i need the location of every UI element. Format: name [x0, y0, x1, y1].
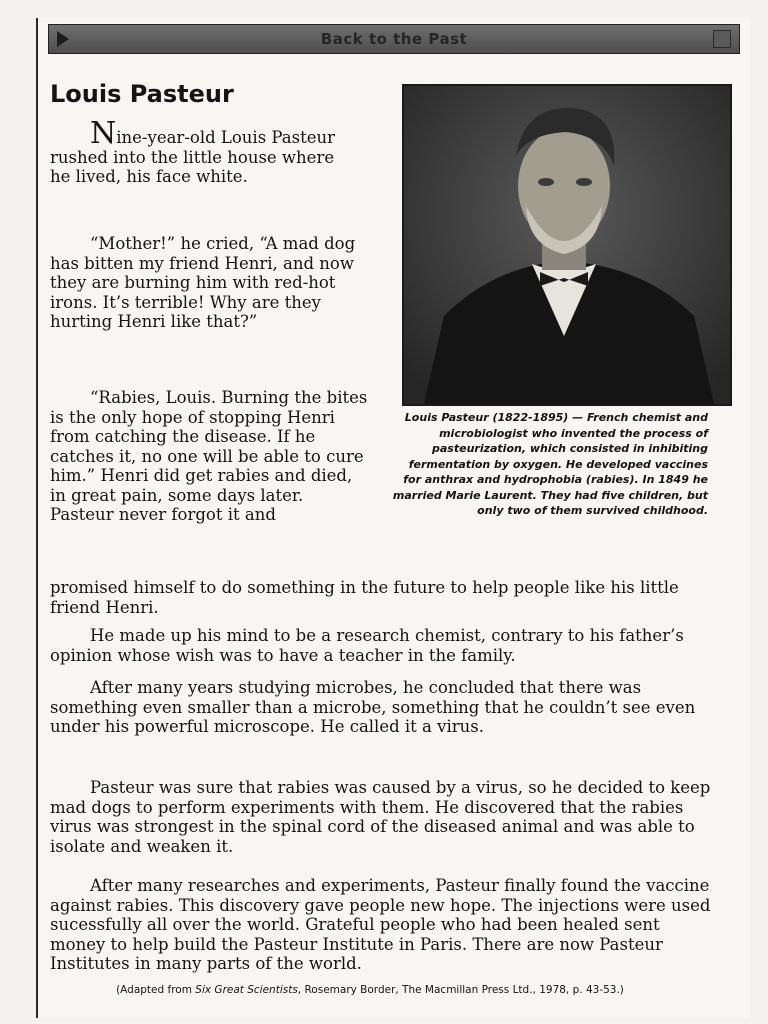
paragraph-7: After many researches and experiments, Pasteur finally found the vaccine against rabies. This discovery gave people new hope. The injections were used sucessfully all over the world. Grateful people who had been healed sent money to help build the Pasteur Institute in Paris. There are now Pasteur Institutes in many parts of the world. — [50, 876, 711, 973]
page — [36, 18, 750, 1018]
triangle-icon — [57, 31, 69, 47]
paragraph-6: Pasteur was sure that rabies was caused by a virus, so he decided to keep mad dogs to perform experiments with them. He discovered that the rabies virus was strongest in the spinal cord of the diseased animal and was able to isolate and weaken it. — [50, 778, 711, 856]
source-book-title: Six Great Scientists — [195, 984, 298, 996]
paragraph-5: After many years studying microbes, he concluded that there was something even smaller than a microbe, something that he couldn’t see even under his powerful microscope. He called it a virus. — [50, 678, 696, 736]
square-icon — [713, 30, 731, 48]
source-citation: (Adapted from Six Great Scientists, Rosemary Border, The Macmillan Press Ltd., 1978, p. 43-53.) — [116, 984, 624, 996]
article-title: Louis Pasteur — [50, 80, 234, 108]
paragraph-2: “Mother!” he cried, “A mad dog has bitten my friend Henri, and now they are burning him with red-hot irons. It’s terrible! Why are they hurting Henri like that?” — [50, 234, 356, 331]
section-banner — [48, 24, 740, 54]
paragraph-3-column: “Rabies, Louis. Burning the bites is the only hope of stopping Henri from catching the disease. If he catches it, no one will be able to cure him.” Henri did get rabies and died, in great pain, some days later. Pasteur never forgot it and — [50, 388, 368, 524]
paragraph-4: He made up his mind to be a research chemist, contrary to his father’s opinion whose wish was to have a teacher in the family. — [50, 626, 684, 665]
portrait-photo — [402, 84, 732, 406]
portrait-image — [404, 86, 730, 404]
paragraph-3-full: promised himself to do something in the future to help people like his little friend Henri. — [50, 578, 679, 617]
paragraph-1: Nine-year-old Louis Pasteur rushed into the little house where he lived, his face white. — [50, 116, 335, 186]
drop-cap: N — [90, 116, 117, 151]
photo-caption: Louis Pasteur (1822-1895) — French chemist and microbiologist who invented the process of pasteurization, which consisted in inhibiting fermentation by oxygen. He developed vaccines for anthrax and hydrophobia (rabies). In 1849 he married Marie Laurent. They had five children, but only two of them survived childhood. — [392, 411, 708, 517]
banner-title: Back to the Past — [320, 30, 468, 48]
